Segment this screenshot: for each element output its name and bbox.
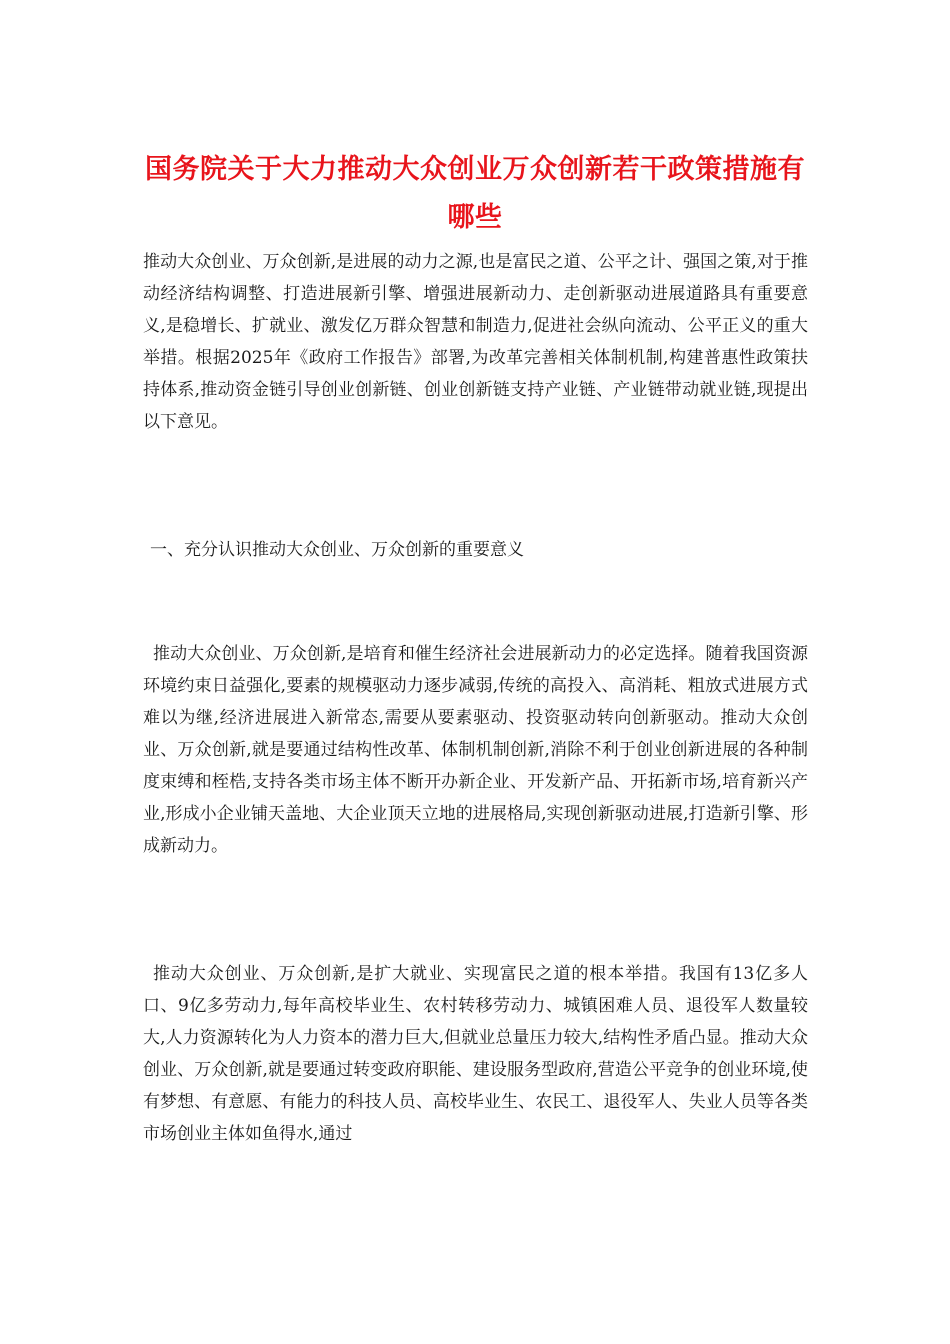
section-heading: 一、充分认识推动大众创业、万众创新的重要意义 (150, 540, 524, 560)
intro-paragraph: 推动大众创业、万众创新,是进展的动力之源,也是富民之道、公平之计、强国之策,对于推动经济结构调整、打造进展新引擎、增强进展新动力、走创新驱动进展道路具有重要意义,是稳增长、扩就业、激发亿万群众智慧和制造力,促进社会纵向流动、公平正义的重大举措。根据2025年《政府工作报告》部署,为改革完善相关体制机制,构建普惠性政策扶持体系,推动资金链引导创业创新链、创业创新链支持产业链、产业链带动就业链,现提出以下意见。 (143, 252, 808, 432)
body-paragraph-1: 推动大众创业、万众创新,是培育和催生经济社会进展新动力的必定选择。随着我国资源环境约束日益强化,要素的规模驱动力逐步减弱,传统的高投入、高消耗、粗放式进展方式难以为继,经济进展进入新常态,需要从要素驱动、投资驱动转向创新驱动。推动大众创业、万众创新,就是要通过结构性改革、体制机制创新,消除不利于创业创新进展的各种制度束缚和桎梏,支持各类市场主体不断开办新企业、开发新产品、开拓新市场,培育新兴产业,形成小企业铺天盖地、大企业顶天立地的进展格局,实现创新驱动进展,打造新引擎、形成新动力。 (143, 644, 808, 856)
document-title: 国务院关于大力推动大众创业万众创新若干政策措施有哪些 (145, 154, 805, 233)
body-paragraph-2: 推动大众创业、万众创新,是扩大就业、实现富民之道的根本举措。我国有13亿多人口、9亿多劳动力,每年高校毕业生、农村转移劳动力、城镇困难人员、退役军人数量较大,人力资源转化为人力资本的潜力巨大,但就业总量压力较大,结构性矛盾凸显。推动大众创业、万众创新,就是要通过转变政府职能、建设服务型政府,营造公平竞争的创业环境,使有梦想、有意愿、有能力的科技人员、高校毕业生、农民工、退役军人、失业人员等各类市场创业主体如鱼得水,通过 (143, 964, 808, 1144)
